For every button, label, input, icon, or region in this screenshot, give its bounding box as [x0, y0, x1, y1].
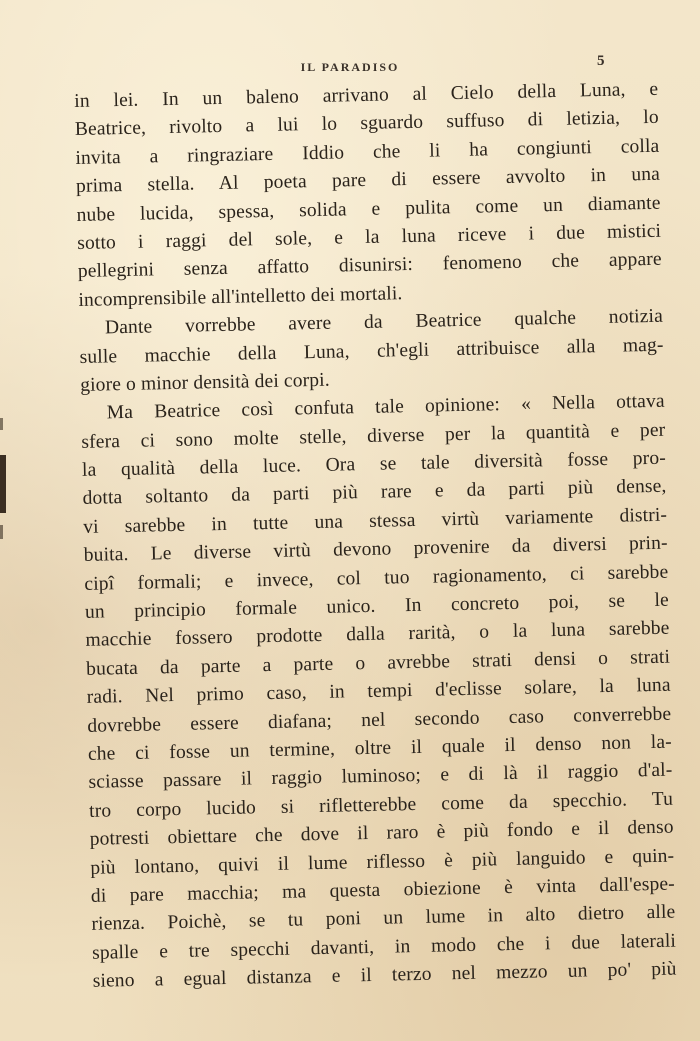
page-number: 5	[597, 53, 605, 69]
running-title: IL PARADISO	[300, 60, 400, 74]
binding-edge-mark	[0, 525, 3, 539]
text-line: invita a ringraziare Iddio che li ha congiunti colla	[75, 135, 660, 169]
text-line: potresti obiettare che dove il raro è più fondo e il denso	[89, 816, 674, 850]
text-line: rienza. Poichè, se tu poni un lume in alto dietro alle	[91, 901, 676, 936]
text-line: vi sarebbe in tutte una stessa virtù variamente distri-	[82, 504, 668, 538]
text-line: giore o minor densità dei corpi.	[80, 369, 330, 396]
text-line: prima stella. Al poeta pare di essere avvolto in una	[75, 163, 661, 198]
text-line: più lontano, quivi il lume riflesso è più languido e quin-	[90, 845, 675, 879]
text-line: dotta soltanto da parti più rare e da parti più dense,	[82, 476, 667, 510]
text-line: spalle e tre specchi davanti, in modo che i due laterali	[91, 930, 677, 964]
text-line: dovrebbe essere diafana; nel secondo caso converrebbe	[87, 703, 672, 737]
text-line: pellegrini senza affatto disunirsi: fenomeno che appare	[77, 249, 662, 283]
text-line: la qualità della luce. Ora se tale diversità fosse pro-	[81, 447, 667, 481]
text-line: sulle macchie della Luna, ch'egli attribuisce alla mag-	[79, 334, 664, 368]
text-line: Beatrice, rivolto a lui lo sguardo suffuso di letizia, lo	[74, 107, 659, 141]
text-line: buita. Le diverse virtù devono provenire da diversi prin-	[83, 532, 668, 567]
text-line: nube lucida, spessa, solida e pulita come un diamante	[76, 192, 661, 226]
text-line: incomprensibile all'intelletto dei mortali.	[78, 282, 403, 311]
text-line: sfera ci sono molte stelle, diverse per la quantità e per	[81, 419, 666, 453]
body-text	[74, 76, 677, 997]
text-line: Dante vorrebbe avere da Beatrice qualche notizia	[104, 305, 664, 339]
text-line: sieno a egual distanza e il terzo nel mezzo un po' più	[92, 958, 677, 992]
text-line: Ma Beatrice così confuta tale opinione: « Nella ottava	[106, 390, 665, 424]
text-line: cipî formali; e invece, col tuo ragionamento, ci sarebbe	[84, 561, 669, 595]
binding-edge-mark	[0, 455, 6, 513]
text-line: bucata da parte a parte o avrebbe strati densi o strati	[85, 646, 671, 680]
text-line: sotto i raggi del sole, e la luna riceve i due mistici	[77, 220, 662, 254]
text-line: sciasse passare il raggio luminoso; e di là il raggio d'al-	[88, 759, 673, 794]
text-line: che ci fosse un termine, oltre il quale il denso non la-	[87, 731, 673, 765]
text-line: di pare macchia; ma questa obiezione è vinta dall'espe-	[90, 873, 676, 907]
text-line: macchie fossero prodotte dalla rarità, o la luna sarebbe	[85, 618, 670, 652]
text-line: un principio formale unico. In concreto poi, se le	[84, 589, 670, 623]
binding-edge-mark	[0, 418, 3, 430]
text-line: radi. Nel primo caso, in tempi d'eclisse solare, la luna	[86, 674, 671, 709]
text-line: tro corpo lucido si rifletterebbe come da specchio. Tu	[88, 788, 674, 822]
text-line: in lei. In un baleno arrivano al Cielo della Luna, e	[74, 78, 659, 112]
